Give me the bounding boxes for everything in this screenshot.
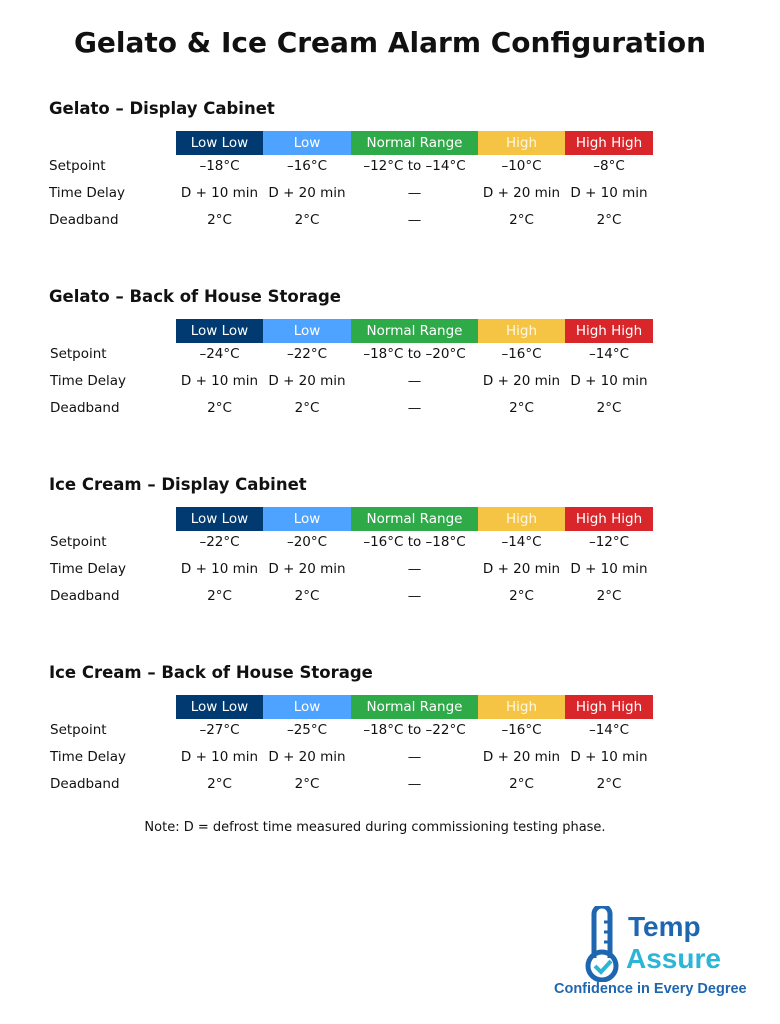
- section-title: Gelato – Display Cabinet: [49, 99, 275, 118]
- header-low-low: Low Low: [176, 319, 263, 343]
- table-cell: 2°C: [294, 400, 320, 416]
- table-cell: 2°C: [596, 588, 622, 604]
- header-high-high: High High: [565, 319, 653, 343]
- table-cell: –18°C: [199, 158, 240, 174]
- table-cell: –16°C to –18°C: [363, 534, 466, 550]
- table-cell: –25°C: [286, 722, 328, 738]
- alarm-table-section: [0, 475, 780, 647]
- table-cell: –27°C: [199, 722, 240, 738]
- table-cell: —: [407, 561, 422, 577]
- table-cell: 2°C: [509, 588, 534, 604]
- header-low: Low: [263, 319, 351, 343]
- alarm-table-section: [0, 663, 780, 835]
- table-cell: –24°C: [199, 346, 240, 362]
- header-high: High: [478, 319, 565, 343]
- header-normal-range: Normal Range: [351, 695, 478, 719]
- page-title: Gelato & Ice Cream Alarm Configuration: [73, 26, 707, 59]
- table-cell: –14°C: [501, 534, 542, 550]
- table-cell: D + 20 min: [482, 373, 561, 389]
- table-cell: D + 20 min: [482, 749, 561, 765]
- table-cell: –10°C: [501, 158, 542, 174]
- table-cell: –22°C: [286, 346, 328, 362]
- table-cell: –14°C: [588, 346, 630, 362]
- table-cell: —: [407, 373, 422, 389]
- table-cell: D + 20 min: [482, 185, 561, 201]
- table-cell: 2°C: [207, 400, 232, 416]
- logo-line1: Temp: [628, 911, 701, 942]
- table-cell: D + 10 min: [570, 749, 648, 765]
- row-label: Setpoint: [50, 722, 107, 738]
- table-cell: 2°C: [294, 776, 320, 792]
- table-cell: D + 20 min: [268, 185, 346, 201]
- row-label: Time Delay: [50, 373, 127, 389]
- row-label: Deadband: [50, 400, 120, 416]
- table-cell: 2°C: [509, 400, 534, 416]
- table-cell: —: [407, 776, 422, 792]
- row-label: Setpoint: [49, 158, 106, 174]
- table-cell: D + 20 min: [268, 749, 346, 765]
- header-high: High: [478, 695, 565, 719]
- table-cell: —: [407, 588, 422, 604]
- table-cell: D + 10 min: [570, 373, 648, 389]
- header-low-low: Low Low: [176, 131, 263, 155]
- table-cell: –16°C: [501, 722, 542, 738]
- section-title: Ice Cream – Back of House Storage: [49, 663, 373, 682]
- table-cell: 2°C: [509, 212, 534, 228]
- table-cell: —: [407, 749, 422, 765]
- header-high: High: [478, 131, 565, 155]
- header-low-low: Low Low: [176, 507, 263, 531]
- row-label: Deadband: [50, 588, 120, 604]
- table-cell: –22°C: [199, 534, 240, 550]
- header-normal-range: Normal Range: [351, 131, 478, 155]
- header-high-high: High High: [565, 695, 653, 719]
- alarm-table-section: [0, 99, 780, 271]
- table-cell: D + 20 min: [268, 373, 346, 389]
- table-cell: D + 20 min: [268, 561, 346, 577]
- table-cell: 2°C: [596, 212, 622, 228]
- logo-tagline: Confidence in Every Degree: [554, 981, 747, 997]
- row-label: Setpoint: [50, 346, 107, 362]
- header-high: High: [478, 507, 565, 531]
- table-cell: –14°C: [588, 722, 630, 738]
- table-cell: –20°C: [286, 534, 328, 550]
- table-cell: 2°C: [207, 212, 232, 228]
- table-cell: 2°C: [294, 588, 320, 604]
- header-normal-range: Normal Range: [351, 319, 478, 343]
- table-cell: D + 10 min: [570, 561, 648, 577]
- header-normal-range: Normal Range: [351, 507, 478, 531]
- row-label: Deadband: [49, 212, 119, 228]
- header-low: Low: [263, 695, 351, 719]
- table-cell: —: [407, 400, 422, 416]
- alarm-table-section: [0, 287, 780, 459]
- header-high-high: High High: [565, 131, 653, 155]
- header-low-low: Low Low: [176, 695, 263, 719]
- table-cell: 2°C: [596, 776, 622, 792]
- table-cell: 2°C: [294, 212, 320, 228]
- section-title: Ice Cream – Display Cabinet: [49, 475, 307, 494]
- header-low: Low: [263, 507, 351, 531]
- header-high-high: High High: [565, 507, 653, 531]
- table-cell: 2°C: [207, 588, 232, 604]
- table-cell: D + 10 min: [180, 561, 259, 577]
- row-label: Time Delay: [49, 185, 126, 201]
- row-label: Time Delay: [50, 749, 127, 765]
- table-cell: D + 10 min: [180, 185, 259, 201]
- table-cell: D + 20 min: [482, 561, 561, 577]
- header-low: Low: [263, 131, 351, 155]
- table-cell: 2°C: [596, 400, 622, 416]
- table-cell: 2°C: [509, 776, 534, 792]
- table-cell: —: [407, 185, 422, 201]
- table-cell: –18°C to –20°C: [363, 346, 466, 362]
- table-cell: –12°C: [588, 534, 630, 550]
- table-cell: –16°C: [501, 346, 542, 362]
- row-label: Time Delay: [50, 561, 127, 577]
- table-cell: 2°C: [207, 776, 232, 792]
- table-cell: D + 10 min: [570, 185, 648, 201]
- row-label: Setpoint: [50, 534, 107, 550]
- row-label: Deadband: [50, 776, 120, 792]
- temp-assure-logo: [552, 904, 762, 1004]
- table-cell: –18°C to –22°C: [363, 722, 466, 738]
- logo-line2: Assure: [626, 943, 721, 974]
- table-cell: —: [407, 212, 422, 228]
- footnote: Note: D = defrost time measured during commissioning testing phase.: [144, 820, 606, 835]
- section-title: Gelato – Back of House Storage: [49, 287, 341, 306]
- table-cell: –12°C to –14°C: [363, 158, 466, 174]
- table-cell: D + 10 min: [180, 749, 259, 765]
- table-cell: –16°C: [286, 158, 328, 174]
- table-cell: –8°C: [593, 158, 625, 174]
- table-cell: D + 10 min: [180, 373, 259, 389]
